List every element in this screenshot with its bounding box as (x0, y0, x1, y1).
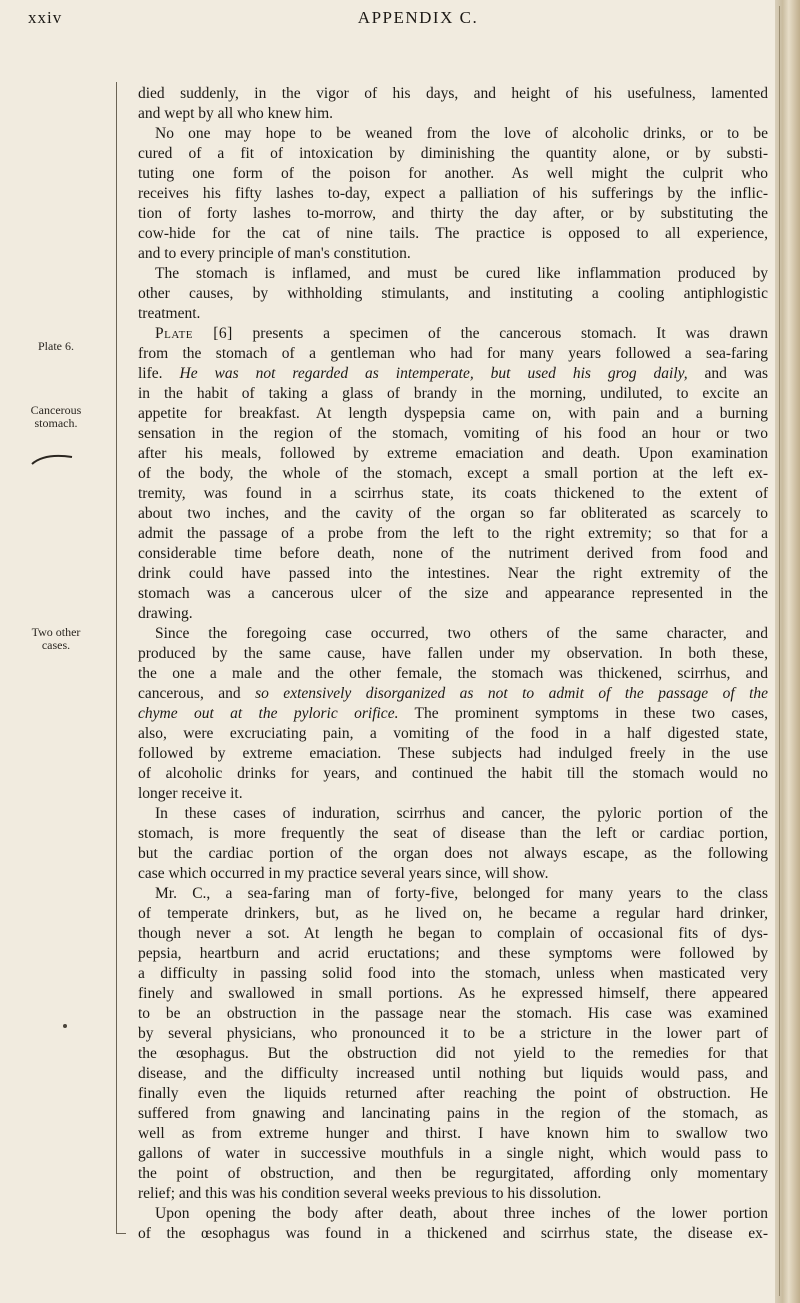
text-line: tion of forty lashes to-morrow, and thirty the day after, or by substituting the (138, 205, 768, 222)
text-line: to be an obstruction in the passage near the stomach. His case was examined (138, 1005, 768, 1022)
margin-rule-foot (116, 1233, 126, 1234)
ink-dot (63, 1024, 67, 1028)
pen-mark (30, 452, 74, 466)
italic-run: so extensively disorganized as not to admit of the passage of the (255, 685, 769, 702)
page-header (28, 4, 758, 34)
text-line (138, 364, 768, 384)
text-line: of the body, the whole of the stomach, except a small portion at the left ex- (138, 465, 768, 482)
text-line: No one may hope to be weaned from the love of alcoholic drinks, or to be (155, 125, 768, 142)
margin-note-plate: Plate 6. (38, 339, 74, 353)
margin-rule (116, 82, 117, 1234)
margin-note-cancerous-line-2: stomach. (34, 416, 78, 430)
text-line: the one a male and the other female, the stomach was thickened, scirrhus, and (138, 665, 768, 682)
text-line: gallons of water in successive mouthfuls in a single night, which would pass to (138, 1145, 768, 1162)
text-line (138, 704, 768, 724)
text-line: drawing. (138, 605, 193, 622)
text-line: and to every principle of man's constitution. (138, 245, 411, 262)
text-line: followed by extreme emaciation. These subjects had indulged freely in the use (138, 745, 768, 762)
text-line: died suddenly, in the vigor of his days, and height of his usefulness, lamented (138, 85, 768, 102)
text-line: treatment. (138, 305, 201, 322)
margin-note-two-other-line-1: Two other (31, 625, 81, 639)
italic-run: He was not regarded as intemperate, but used his grog daily, (179, 365, 688, 382)
text-line: the œsophagus. But the obstruction did not yield to the remedies for that (138, 1045, 768, 1062)
text-run: The prominent symptoms in these two cases, (398, 705, 768, 722)
text-line: tremity, was found in a scirrhus state, its coats thickened to the extent of (138, 485, 768, 502)
plate-reference: Plate [6] (155, 325, 233, 342)
text-line: a difficulty in passing solid food into the stomach, unless when masticated very (138, 965, 768, 982)
text-line: other causes, by withholding stimulants, and instituting a cooling antiphlogistic (138, 285, 768, 302)
text-line: of the œsophagus was found in a thickened and scirrhus state, the disease ex- (138, 1225, 768, 1242)
margin-note-two-other-line-2: cases. (41, 638, 71, 652)
text-run: cancerous, and (138, 685, 256, 702)
running-head: APPENDIX C. (357, 8, 479, 27)
text-line: sensation in the region of the stomach, vomiting of his food an hour or two (138, 425, 768, 442)
text-line: suffered from gnawing and lancinating pains in the region of the stomach, as (138, 1105, 768, 1122)
text-line: In these cases of induration, scirrhus and cancer, the pyloric portion of the (155, 805, 768, 822)
text-line: appetite for breakfast. At length dyspepsia came on, with pain and a burning (138, 405, 768, 422)
page-number: xxiv (28, 8, 63, 27)
body-text (138, 84, 768, 1244)
text-line: considerable time before death, none of the nutriment derived from food and (138, 545, 768, 562)
text-line: receives his fifty lashes to-day, expect a palliation of his sufferings by the inflic- (138, 185, 768, 202)
text-line: well as from extreme hunger and thirst. I have known him to swallow two (138, 1125, 768, 1142)
italic-run: chyme out at the pyloric orifice. (138, 705, 399, 722)
text-line: finally even the liquids returned after reaching the point of obstruction. He (138, 1085, 768, 1102)
text-line: Since the foregoing case occurred, two others of the same character, and (155, 625, 768, 642)
text-line: from the stomach of a gentleman who had for many years followed a sea-faring (138, 345, 768, 362)
margin-note-two-other-cases (14, 626, 98, 652)
text-line: cured of a fit of intoxication by diminishing the quantity alone, or by substi- (138, 145, 768, 162)
text-line: relief; and this was his condition several weeks previous to his dissolution. (138, 1185, 602, 1202)
text-line: also, were excruciating pain, a vomiting of the food in a half digested state, (138, 725, 768, 742)
page-edge-line (779, 6, 780, 1296)
text-line: tuting one form of the poison for another. As well might the culprit who (138, 165, 768, 182)
text-line: about two inches, and the cavity of the organ so far obliterated as scarcely to (138, 505, 768, 522)
margin-note-cancerous (14, 404, 98, 430)
text-line: Upon opening the body after death, about three inches of the lower portion (155, 1205, 768, 1222)
text-line: stomach, is more frequently the seat of disease than the left or cardiac portion, (138, 825, 768, 842)
text-run: and was (687, 365, 768, 382)
text-line: longer receive it. (138, 785, 243, 802)
text-line: of alcoholic drinks for years, and continued the habit till the stomach would no (138, 765, 768, 782)
text-line: pepsia, heartburn and acrid eructations; and these symptoms were followed by (138, 945, 768, 962)
margin-note-cancerous-line-1: Cancerous (30, 403, 82, 417)
text-line: stomach was a cancerous ulcer of the size and appearance represented in the (138, 585, 768, 602)
text-line: after his meals, followed by extreme emaciation and death. Upon examination (138, 445, 768, 462)
text-line: though never a sot. At length he began to complain of occasional fits of dys- (138, 925, 768, 942)
text-line: in the habit of taking a glass of brandy in the morning, undiluted, to excite an (138, 385, 768, 402)
text-run: presents a specimen of the cancerous stomach. It was drawn (232, 325, 768, 342)
text-line: and wept by all who knew him. (138, 105, 334, 122)
text-run: life. (138, 365, 180, 382)
text-line: by several physicians, who pronounced it to be a stricture in the lower part of (138, 1025, 768, 1042)
text-line (138, 684, 768, 704)
text-line: the point of obstruction, and then be regurgitated, affording only momentary (138, 1165, 768, 1182)
text-line: Mr. C., a sea-faring man of forty-five, belonged for many years to the class (155, 885, 768, 902)
text-line: case which occurred in my practice several years since, will show. (138, 865, 549, 882)
text-line: produced by the same cause, have fallen under my observation. In both these, (138, 645, 768, 662)
text-line: The stomach is inflamed, and must be cured like inflammation produced by (155, 265, 768, 282)
text-line: disease, and the difficulty increased until nothing but liquids would pass, and (138, 1065, 768, 1082)
text-line: drink could have passed into the intestines. Near the right extremity of the (138, 565, 768, 582)
text-line: of temperate drinkers, but, as he lived on, he became a regular hard drinker, (138, 905, 768, 922)
text-line: cow-hide for the cat of nine tails. The practice is opposed to all experience, (138, 225, 768, 242)
text-line: finely and swallowed in small portions. As he expressed himself, there appeared (138, 985, 768, 1002)
text-line: but the cardiac portion of the organ does not always escape, as the following (138, 845, 768, 862)
text-line (138, 324, 768, 344)
text-line: admit the passage of a probe from the left to the right extremity; so that for a (138, 525, 768, 542)
